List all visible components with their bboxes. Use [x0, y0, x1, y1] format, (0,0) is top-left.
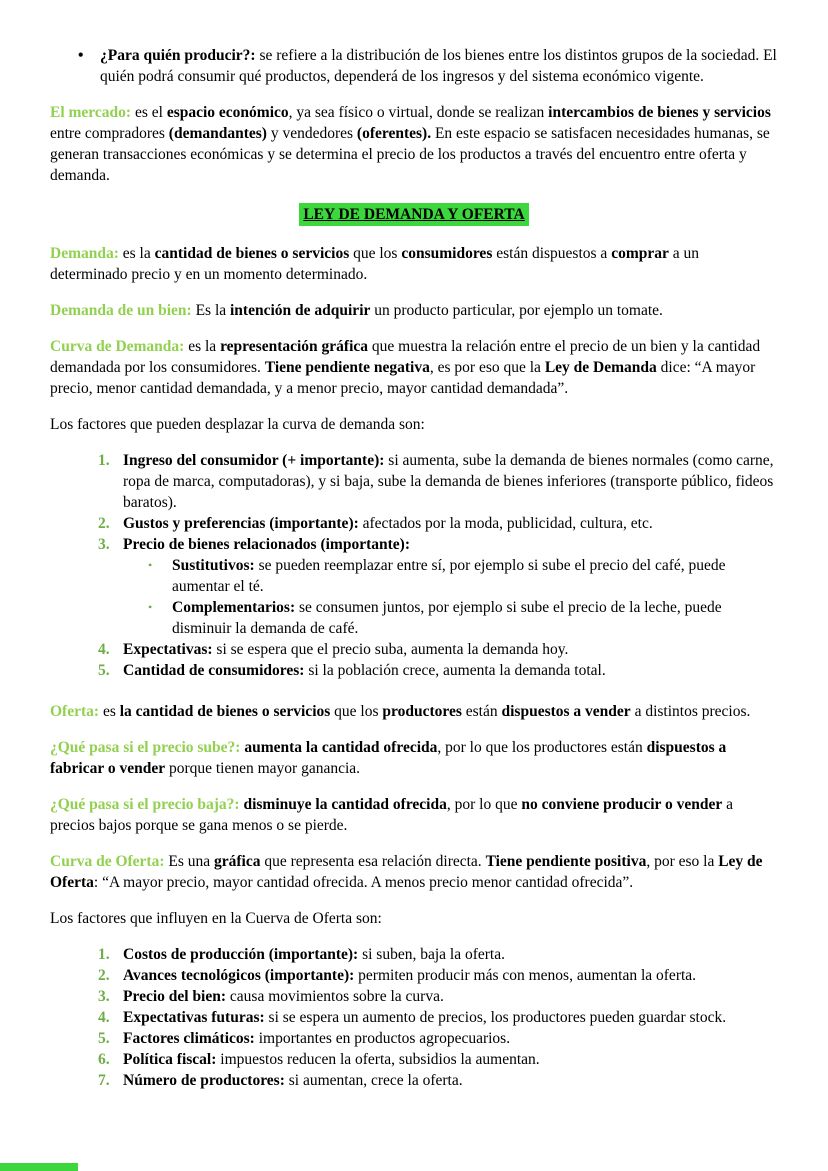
text-run: gráfica	[214, 853, 261, 870]
list-item-text	[123, 1007, 778, 1028]
text-run: si aumenta, sube la demanda de bienes normales (como carne, ropa de marca, computadoras), y si baja, sube la demanda de bienes inferiores (transporte público, fideos baratos).	[123, 452, 774, 511]
paragraph	[50, 794, 778, 836]
list-number: 3.	[98, 536, 110, 553]
paragraph	[50, 414, 778, 435]
text-run: consumidores	[401, 245, 493, 262]
list-item-text	[123, 1028, 778, 1049]
list-item-text	[123, 534, 778, 639]
list-number: 1.	[98, 946, 110, 963]
text-run: impuestos reducen la oferta, subsidios la aumentan.	[216, 1051, 540, 1068]
term-label: Curva de Demanda:	[50, 338, 185, 355]
bullet-list-item	[50, 45, 778, 87]
text-run: porque tienen mayor ganancia.	[165, 760, 361, 777]
text-run: a precios bajos porque se gana menos o se pierde.	[50, 796, 734, 834]
paragraph	[50, 908, 778, 929]
list-number: 3.	[98, 988, 110, 1005]
text-run: espacio económico	[166, 104, 289, 121]
list-number: 2.	[98, 967, 110, 984]
text-run: están dispuestos a	[492, 245, 612, 262]
text-run: disminuye la cantidad ofrecida	[243, 796, 447, 813]
text-run: , por lo que los productores están	[437, 739, 647, 756]
list-number: 6.	[98, 1051, 110, 1068]
text-run: Avances tecnológicos (importante):	[123, 967, 355, 984]
list-item	[98, 639, 778, 660]
text-run: a distintos precios.	[630, 703, 751, 720]
text-run: dice: “A mayor precio, menor cantidad demandada, y a menor precio, mayor cantidad demandada”.	[50, 359, 756, 397]
list-number: 5.	[98, 1030, 110, 1047]
text-run: se consumen juntos, por ejemplo si sube el precio de la leche, puede disminuir la demanda de café.	[172, 599, 722, 637]
text-run: se refiere a la distribución de los bienes entre los distintos grupos de la sociedad. El quién podrá consumir qué productos, dependerá de los ingresos y del sistema económico vigente.	[100, 47, 777, 85]
ordered-list	[50, 944, 778, 1091]
text-run: si se espera que el precio suba, aumenta la demanda hoy.	[212, 641, 569, 658]
text-run: Ley de Demanda	[544, 359, 657, 376]
paragraph	[50, 737, 778, 779]
text-run: es	[99, 703, 120, 720]
text-run: Los factores que influyen en la Cuerva de Oferta son:	[50, 910, 382, 927]
ordered-list	[50, 450, 778, 681]
text-run: Ingreso del consumidor (+ importante):	[123, 452, 385, 469]
text-run: la cantidad de bienes o servicios	[119, 703, 331, 720]
list-number: 5.	[98, 662, 110, 679]
highlighted-title: LEY DE DEMANDA Y OFERTA	[299, 203, 528, 226]
list-item	[98, 513, 778, 534]
text-run: : “A mayor precio, mayor cantidad ofrecida. A menos precio menor cantidad ofrecida”.	[93, 874, 634, 891]
text-run: productores	[382, 703, 462, 720]
text-run: que los	[349, 245, 402, 262]
list-item	[98, 986, 778, 1007]
sub-list-item	[148, 555, 778, 597]
text-run: importantes en productos agropecuarios.	[254, 1030, 511, 1047]
text-run: causa movimientos sobre la curva.	[226, 988, 444, 1005]
list-item	[98, 450, 778, 513]
term-label: El mercado:	[50, 104, 132, 121]
term-label: Curva de Oferta:	[50, 853, 165, 870]
text-run: están	[461, 703, 502, 720]
text-run: dispuestos a fabricar o vender	[50, 739, 727, 777]
list-number: 1.	[98, 452, 110, 469]
paragraph	[50, 336, 778, 399]
text-run: Expectativas futuras:	[123, 1009, 265, 1026]
text-run: cantidad de bienes o servicios	[154, 245, 350, 262]
text-run: Cantidad de consumidores:	[123, 662, 305, 679]
text-run: que muestra la relación entre el precio de un bien y la cantidad demandada por los consumidores.	[50, 338, 761, 376]
text-run: es la	[118, 245, 155, 262]
text-run: Es una	[164, 853, 215, 870]
sub-list-item-text	[172, 555, 778, 597]
text-run: aumenta la cantidad ofrecida	[244, 739, 438, 756]
text-run: Es la	[191, 302, 230, 319]
term-label: Demanda de un bien:	[50, 302, 192, 319]
list-item-text	[123, 639, 778, 660]
list-item-text	[123, 450, 778, 513]
list-item-text	[123, 944, 778, 965]
bullet-marker: •	[78, 47, 84, 64]
text-run: si aumentan, crece la oferta.	[284, 1072, 463, 1089]
term-label: ¿Qué pasa si el precio sube?:	[50, 739, 241, 756]
text-run: no conviene producir o vender	[521, 796, 723, 813]
list-item	[98, 660, 778, 681]
paragraph	[50, 701, 778, 722]
list-item	[98, 944, 778, 965]
text-run: que los	[330, 703, 383, 720]
text-run: se pueden reemplazar entre sí, por ejemplo si sube el precio del café, puede aumentar el té.	[172, 557, 726, 595]
text-run: un producto particular, por ejemplo un tomate.	[370, 302, 663, 319]
term-label: Oferta:	[50, 703, 100, 720]
paragraph	[50, 300, 778, 321]
text-run: , por lo que	[446, 796, 522, 813]
text-run: ¿Para quién producir?:	[100, 47, 256, 64]
bullet-item-text	[100, 45, 778, 87]
text-run: Precio del bien:	[123, 988, 227, 1005]
text-run: , es por eso que la	[429, 359, 545, 376]
list-item	[98, 965, 778, 986]
list-number: 7.	[98, 1072, 110, 1089]
list-item-text	[123, 965, 778, 986]
text-run: intención de adquirir	[230, 302, 371, 319]
list-item-text	[123, 986, 778, 1007]
cutoff-highlight-bar	[0, 1163, 78, 1171]
text-run: si la población crece, aumenta la demanda total.	[304, 662, 606, 679]
list-number: 4.	[98, 641, 110, 658]
bullet-marker-icon: •	[148, 558, 153, 572]
list-item	[98, 1070, 778, 1091]
text-run: Gustos y preferencias (importante):	[123, 515, 359, 532]
text-run: comprar	[611, 245, 669, 262]
text-run: a un determinado precio y en un momento determinado.	[50, 245, 699, 283]
text-run: Sustitutivos:	[172, 557, 255, 574]
text-run: , por eso la	[646, 853, 719, 870]
text-run: Precio de bienes relacionados (importante):	[123, 536, 410, 553]
text-run: si suben, baja la oferta.	[358, 946, 505, 963]
text-run: Complementarios:	[172, 599, 296, 616]
text-run: Costos de producción (importante):	[123, 946, 359, 963]
text-run: Factores climáticos:	[123, 1030, 255, 1047]
text-run: permiten producir más con menos, aumentan la oferta.	[354, 967, 697, 984]
text-run: Tiene pendiente negativa	[264, 359, 430, 376]
term-label: ¿Qué pasa si el precio baja?:	[50, 796, 240, 813]
text-run: entre compradores	[50, 125, 169, 142]
list-item-text	[123, 513, 778, 534]
text-run: Expectativas:	[123, 641, 213, 658]
text-run: intercambios de bienes y servicios	[548, 104, 771, 121]
text-run: Política fiscal:	[123, 1051, 217, 1068]
list-item	[98, 534, 778, 639]
paragraph	[50, 102, 778, 186]
term-label: Demanda:	[50, 245, 119, 262]
text-run: y vendedores	[266, 125, 357, 142]
text-run: que representa esa relación directa.	[260, 853, 486, 870]
text-run: si se espera un aumento de precios, los productores pueden guardar stock.	[264, 1009, 727, 1026]
text-run: es el	[131, 104, 167, 121]
text-run: En este espacio se satisfacen necesidades humanas, se generan transacciones económicas y se determina el precio de los productos a través del encuentro entre oferta y demanda.	[50, 125, 770, 184]
sub-list	[148, 555, 778, 639]
list-item-text	[123, 1049, 778, 1070]
document-content	[50, 45, 778, 1091]
text-run: (oferentes).	[356, 125, 432, 142]
paragraph	[50, 243, 778, 285]
list-item-text	[123, 660, 778, 681]
text-run: Número de productores:	[123, 1072, 285, 1089]
text-run: Tiene pendiente positiva	[485, 853, 647, 870]
text-run: Los factores que pueden desplazar la curva de demanda son:	[50, 416, 425, 433]
sub-list-item	[148, 597, 778, 639]
text-run: Ley de Oferta	[50, 853, 763, 891]
bullet-marker-icon: •	[148, 600, 153, 614]
text-run: afectados por la moda, publicidad, cultura, etc.	[358, 515, 653, 532]
paragraph	[50, 851, 778, 893]
list-item	[98, 1028, 778, 1049]
text-run: (demandantes)	[168, 125, 267, 142]
list-item	[98, 1049, 778, 1070]
list-number: 4.	[98, 1009, 110, 1026]
text-run: es la	[184, 338, 221, 355]
list-item	[98, 1007, 778, 1028]
section-title	[50, 203, 778, 226]
list-number: 2.	[98, 515, 110, 532]
sub-list-item-text	[172, 597, 778, 639]
text-run: , ya sea físico o virtual, donde se realizan	[288, 104, 549, 121]
list-item-text	[123, 1070, 778, 1091]
text-run: dispuestos a vender	[501, 703, 631, 720]
text-run: representación gráfica	[220, 338, 369, 355]
